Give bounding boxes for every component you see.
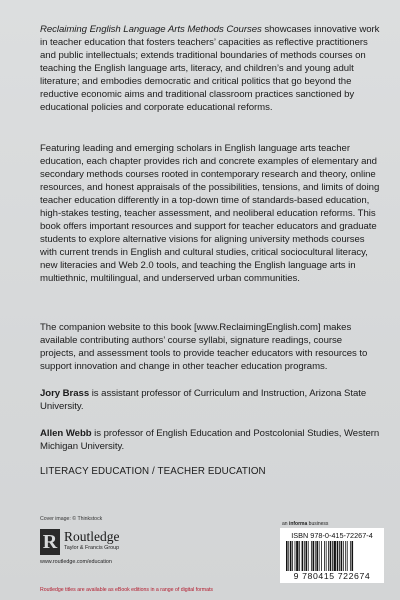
barcode-bar <box>345 541 346 571</box>
barcode-bar <box>315 541 316 571</box>
barcode-bar <box>330 541 332 571</box>
barcode-bar <box>313 541 315 571</box>
barcode-bar <box>324 541 325 571</box>
description-paragraph-2: Featuring leading and emerging scholars in English language arts teacher education, each chapter provides rich and concrete examples of elementary and secondary methods courses rooted in contemporary research and theory, online resources, and honest appraisals of the possibilities, tensions, and limits of doing teacher education differently in a top-down time of standards-based education, high-stakes testing, teacher assessment, and neoliberal education reforms. This book offers important resources and support for teacher educators and graduate students to explore alternative visions for aligning university methods courses with current trends in English and cultural studies, critical sociocultural literacy, new literacies and Web 2.0 tools, and teaching the English language arts in multiethnic, multilingual, and underserved urban communities. <box>40 143 380 284</box>
barcode-bar <box>321 541 322 571</box>
author-name-1: Jory Brass <box>40 388 90 399</box>
barcode-bar <box>288 541 289 571</box>
barcode-bar <box>319 541 320 571</box>
barcode-bar <box>311 541 312 571</box>
description-paragraph-1 <box>40 23 380 114</box>
author-bio-2 <box>40 427 380 453</box>
book-title-italic: Reclaiming English Language Arts Methods Courses <box>40 24 262 35</box>
informa-business-label <box>282 521 328 527</box>
barcode-bar <box>302 541 304 571</box>
barcode-bar <box>328 541 329 571</box>
ebook-notice: Routledge titles are available as eBook editions in a range of digital formats <box>40 587 214 593</box>
barcode-bar <box>304 541 305 571</box>
barcode-bar <box>286 541 288 571</box>
description-paragraph-3: The companion website to this book [www.ReclaimingEnglish.com] makes available contributing authors’ course syllabi, signature readings, course projects, and assessment tools to provide teacher educators with resources to support innovation and change in other teacher education programs. <box>40 322 368 372</box>
barcode-bar <box>292 541 293 571</box>
barcode-bar <box>326 541 327 571</box>
barcode-bar <box>306 541 308 571</box>
barcode-bar <box>290 541 292 571</box>
barcode-bar <box>341 541 343 571</box>
barcode-bar <box>334 541 336 571</box>
barcode-bar <box>308 541 309 571</box>
barcode-bar <box>350 541 351 571</box>
informa-word: informa <box>288 521 308 527</box>
barcode-icon <box>286 541 378 571</box>
informa-suffix: business <box>307 521 329 527</box>
barcode-bar <box>337 541 339 571</box>
series-label: LITERACY EDUCATION / TEACHER EDUCATION <box>40 466 266 477</box>
author-bio-1 <box>40 387 380 413</box>
barcode-bar <box>343 541 344 571</box>
barcode-bar <box>316 541 318 571</box>
description-paragraph-1-body: showcases innovative work in teacher education that fosters teachers’ capacities as reflective practitioners and public intellectuals; extends traditional boundaries of methods courses on teaching the English language arts, literacy, and children’s and young adult literature; and embodies democratic and critical politics that go beyond the reductive economic aims and traditional classroom practices sanctioned by educational policies and corporate educational reforms. <box>40 24 380 113</box>
barcode-bar <box>299 541 300 571</box>
author-bio-text-1: is assistant professor of Curriculum and Instruction, Arizona State University. <box>40 388 367 412</box>
author-bio-text-2: is professor of English Education and Postcolonial Studies, Western Michigan University. <box>40 428 380 452</box>
barcode-bar <box>347 541 348 571</box>
barcode-bar <box>295 541 296 571</box>
barcode-bar <box>332 541 333 571</box>
publisher-logo <box>40 529 160 565</box>
publisher-name: Routledge <box>64 529 120 544</box>
cover-image-credit: Cover image: © Thinkstock <box>40 516 103 522</box>
barcode-panel <box>280 528 384 583</box>
barcode-bar <box>339 541 340 571</box>
informa-prefix: an <box>282 521 289 527</box>
barcode-number: 9 780415 722674 <box>293 571 371 581</box>
routledge-logo-icon: R <box>40 529 60 555</box>
author-name-2: Allen Webb <box>40 428 92 439</box>
publisher-url: www.routledge.com/education <box>40 559 112 565</box>
publisher-group: Taylor & Francis Group <box>64 545 120 551</box>
barcode-bar <box>296 541 298 571</box>
isbn-text: ISBN 978-0-415-72267-4 <box>291 531 373 540</box>
barcode-bar <box>352 541 354 571</box>
